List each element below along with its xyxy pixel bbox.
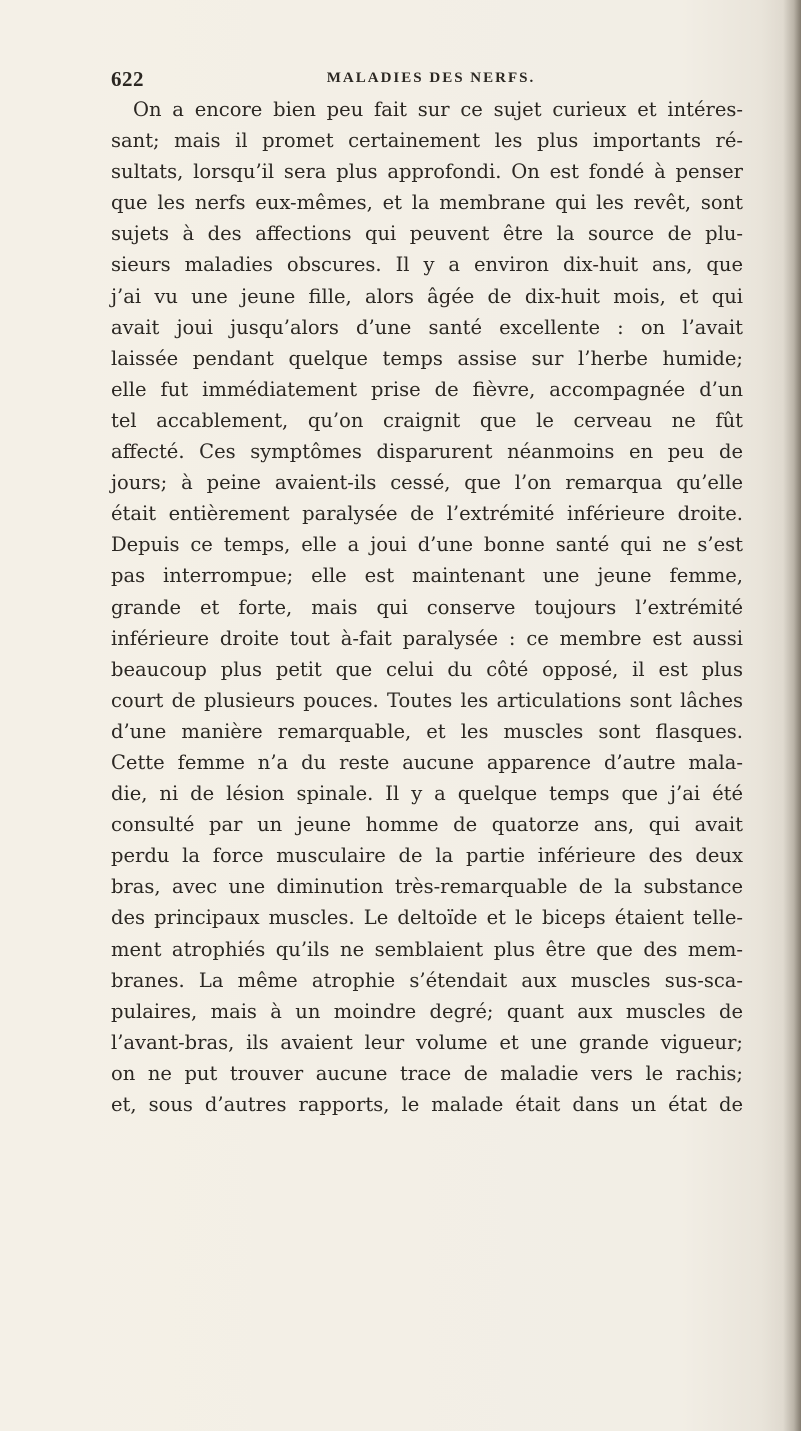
text-line: j’ai vu une jeune fille, alors âgée de dix-huit mois, et qui [111, 284, 743, 308]
text-line: consulté par un jeune homme de quatorze ans, qui avait [111, 813, 743, 837]
text-line: et, sous d’autres rapports, le malade était dans un état de [111, 1093, 743, 1116]
text-line: court de plusieurs pouces. Toutes les articulations sont lâches [111, 688, 743, 712]
text-line: affecté. Ces symptômes disparurent néanmoins en peu de [111, 440, 743, 464]
text-line: sieurs maladies obscures. Il y a environ dix-huit ans, que [111, 253, 743, 277]
text-line: laissée pendant quelque temps assise sur l’herbe humide; [111, 346, 743, 370]
body-paragraph [111, 94, 743, 1120]
text-line: l’avant-bras, ils avaient leur volume et une grande vigueur; [111, 1030, 743, 1054]
text-line: sultats, lorsqu’il sera plus approfondi. On est fondé à penser [111, 160, 743, 184]
text-line: ment atrophiés qu’ils ne semblaient plus être que des mem- [111, 937, 743, 961]
text-line: jours; à peine avaient-ils cessé, que l’on remarqua qu’elle [111, 471, 743, 495]
text-line: d’une manière remarquable, et les muscles sont flasques. [111, 719, 743, 743]
text-line: grande et forte, mais qui conserve toujours l’extrémité [111, 595, 743, 619]
text-line: inférieure droite tout à-fait paralysée : ce membre est aussi [111, 626, 743, 650]
text-line: bras, avec une diminution très-remarquable de la substance [111, 875, 743, 899]
text-line: tel accablement, qu’on craignit que le cerveau ne fût [111, 408, 743, 432]
text-line: pulaires, mais à un moindre degré; quant aux muscles de [111, 999, 743, 1023]
running-title: MALADIES DES NERFS. [326, 70, 536, 86]
text-line: elle fut immédiatement prise de fièvre, accompagnée d’un [111, 377, 743, 401]
text-line: sujets à des affections qui peuvent être la source de plu- [111, 222, 743, 246]
text-line: On a encore bien peu fait sur ce sujet curieux et intéres- [133, 98, 743, 121]
text-line: que les nerfs eux-mêmes, et la membrane qui les revêt, sont [111, 191, 743, 215]
page-number: 622 [111, 67, 144, 91]
text-line: sant; mais il promet certainement les plus importants ré- [111, 129, 743, 153]
text-line: Depuis ce temps, elle a joui d’une bonne santé qui ne s’est [111, 533, 743, 557]
page-header [111, 67, 751, 93]
text-line: avait joui jusqu’alors d’une santé excellente : on l’avait [111, 315, 743, 339]
text-line: on ne put trouver aucune trace de maladie vers le rachis; [111, 1061, 743, 1085]
text-line: branes. La même atrophie s’étendait aux muscles sus-sca- [111, 968, 743, 992]
text-line: perdu la force musculaire de la partie inférieure des deux [111, 844, 743, 868]
page-edge-shadow [783, 0, 801, 1431]
text-line: beaucoup plus petit que celui du côté opposé, il est plus [111, 657, 743, 681]
text-line: Cette femme n’a du reste aucune apparence d’autre mala- [111, 750, 743, 774]
text-line: pas interrompue; elle est maintenant une jeune femme, [111, 564, 743, 588]
text-line: était entièrement paralysée de l’extrémité inférieure droite. [111, 502, 743, 526]
text-line: des principaux muscles. Le deltoïde et le biceps étaient telle- [111, 906, 743, 930]
text-line: die, ni de lésion spinale. Il y a quelque temps que j’ai été [111, 782, 743, 806]
